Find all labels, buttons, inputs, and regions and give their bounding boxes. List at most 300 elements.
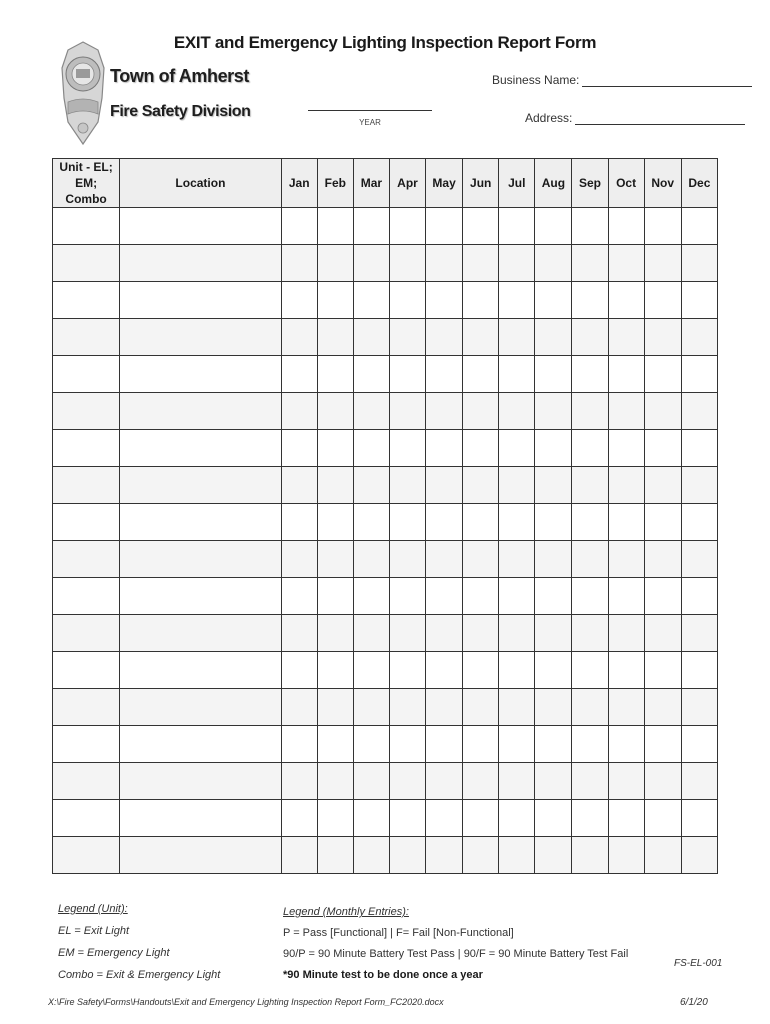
month-cell[interactable] (572, 393, 608, 430)
table-row (53, 837, 718, 874)
month-cell[interactable] (317, 800, 353, 837)
month-cell[interactable] (389, 578, 425, 615)
unit-cell[interactable] (53, 319, 120, 356)
month-cell[interactable] (317, 319, 353, 356)
month-cell[interactable] (499, 208, 535, 245)
location-cell[interactable] (120, 393, 281, 430)
month-cell[interactable] (281, 615, 317, 652)
month-cell[interactable] (572, 356, 608, 393)
month-cell[interactable] (644, 615, 681, 652)
business-name-field (492, 73, 752, 87)
unit-cell[interactable] (53, 837, 120, 874)
table-row (53, 245, 718, 282)
location-cell[interactable] (120, 245, 281, 282)
month-cell[interactable] (644, 393, 681, 430)
location-cell[interactable] (120, 208, 281, 245)
month-cell[interactable] (389, 319, 425, 356)
month-cell[interactable] (681, 652, 717, 689)
month-cell[interactable] (644, 800, 681, 837)
month-cell[interactable] (608, 282, 644, 319)
month-cell[interactable] (608, 837, 644, 874)
month-cell[interactable] (281, 800, 317, 837)
monthly-legend (283, 906, 628, 990)
unit-cell[interactable] (53, 467, 120, 504)
month-cell[interactable] (608, 319, 644, 356)
column-header-month: Apr (389, 159, 425, 208)
month-cell[interactable] (389, 208, 425, 245)
month-cell[interactable] (644, 726, 681, 763)
month-cell[interactable] (389, 430, 425, 467)
month-cell[interactable] (499, 615, 535, 652)
month-cell[interactable] (463, 393, 499, 430)
month-cell[interactable] (572, 763, 608, 800)
month-cell[interactable] (644, 837, 681, 874)
location-cell[interactable] (120, 615, 281, 652)
month-cell[interactable] (426, 245, 463, 282)
month-cell[interactable] (317, 393, 353, 430)
month-cell[interactable] (644, 541, 681, 578)
month-cell[interactable] (426, 541, 463, 578)
column-header-unit (53, 159, 120, 208)
location-cell[interactable] (120, 763, 281, 800)
table-row (53, 652, 718, 689)
column-header-location: Location (120, 159, 281, 208)
month-cell[interactable] (317, 578, 353, 615)
location-cell[interactable] (120, 689, 281, 726)
month-cell[interactable] (389, 467, 425, 504)
month-cell[interactable] (535, 430, 572, 467)
file-path: X:\Fire Safety\Forms\Handouts\Exit and Emergency Lighting Inspection Report Form_FC2020.docx (48, 997, 444, 1007)
table-header-row (53, 159, 718, 208)
month-cell[interactable] (499, 689, 535, 726)
table-row (53, 763, 718, 800)
month-cell[interactable] (644, 430, 681, 467)
column-header-month: Jan (281, 159, 317, 208)
month-cell[interactable] (644, 467, 681, 504)
month-cell[interactable] (353, 467, 389, 504)
month-cell[interactable] (681, 541, 717, 578)
table-row (53, 282, 718, 319)
month-cell[interactable] (572, 467, 608, 504)
table-row (53, 800, 718, 837)
table-row (53, 578, 718, 615)
month-cell[interactable] (572, 652, 608, 689)
month-cell[interactable] (281, 356, 317, 393)
month-cell[interactable] (535, 578, 572, 615)
month-cell[interactable] (608, 356, 644, 393)
month-cell[interactable] (426, 578, 463, 615)
month-cell[interactable] (426, 763, 463, 800)
month-cell[interactable] (644, 652, 681, 689)
month-cell[interactable] (535, 282, 572, 319)
month-cell[interactable] (681, 837, 717, 874)
table-row (53, 319, 718, 356)
table-row (53, 467, 718, 504)
month-cell[interactable] (317, 652, 353, 689)
month-cell[interactable] (426, 689, 463, 726)
month-cell[interactable] (608, 393, 644, 430)
year-input-line[interactable] (308, 110, 432, 111)
month-cell[interactable] (317, 208, 353, 245)
column-header-month: Jun (463, 159, 499, 208)
month-cell[interactable] (317, 430, 353, 467)
month-cell[interactable] (499, 356, 535, 393)
month-cell[interactable] (681, 689, 717, 726)
location-cell[interactable] (120, 282, 281, 319)
unit-header-line1: Unit - EL; (59, 160, 113, 174)
month-cell[interactable] (681, 578, 717, 615)
location-cell[interactable] (120, 652, 281, 689)
month-cell[interactable] (463, 837, 499, 874)
month-cell[interactable] (317, 504, 353, 541)
month-cell[interactable] (389, 282, 425, 319)
location-cell[interactable] (120, 726, 281, 763)
month-cell[interactable] (608, 245, 644, 282)
month-cell[interactable] (353, 430, 389, 467)
month-cell[interactable] (681, 393, 717, 430)
month-cell[interactable] (463, 356, 499, 393)
month-cell[interactable] (281, 837, 317, 874)
month-cell[interactable] (317, 467, 353, 504)
month-cell[interactable] (681, 282, 717, 319)
month-cell[interactable] (281, 393, 317, 430)
month-cell[interactable] (426, 356, 463, 393)
month-cell[interactable] (681, 763, 717, 800)
month-cell[interactable] (499, 837, 535, 874)
month-cell[interactable] (572, 430, 608, 467)
month-cell[interactable] (317, 356, 353, 393)
month-cell[interactable] (535, 208, 572, 245)
unit-cell[interactable] (53, 652, 120, 689)
month-cell[interactable] (499, 726, 535, 763)
month-cell[interactable] (572, 282, 608, 319)
month-cell[interactable] (463, 541, 499, 578)
month-cell[interactable] (281, 467, 317, 504)
month-cell[interactable] (353, 763, 389, 800)
unit-cell[interactable] (53, 615, 120, 652)
month-cell[interactable] (463, 652, 499, 689)
month-cell[interactable] (281, 689, 317, 726)
month-cell[interactable] (281, 541, 317, 578)
unit-cell[interactable] (53, 689, 120, 726)
month-cell[interactable] (353, 578, 389, 615)
month-cell[interactable] (644, 689, 681, 726)
month-cell[interactable] (681, 208, 717, 245)
month-cell[interactable] (426, 430, 463, 467)
month-cell[interactable] (426, 800, 463, 837)
month-cell[interactable] (463, 208, 499, 245)
month-cell[interactable] (535, 837, 572, 874)
month-cell[interactable] (353, 393, 389, 430)
month-cell[interactable] (389, 541, 425, 578)
inspection-table (52, 158, 718, 874)
month-cell[interactable] (499, 578, 535, 615)
location-cell[interactable] (120, 504, 281, 541)
unit-cell[interactable] (53, 245, 120, 282)
month-cell[interactable] (572, 615, 608, 652)
unit-legend-item: EL = Exit Light (58, 925, 130, 937)
month-cell[interactable] (681, 430, 717, 467)
month-cell[interactable] (608, 652, 644, 689)
month-cell[interactable] (535, 467, 572, 504)
month-cell[interactable] (499, 541, 535, 578)
month-cell[interactable] (317, 282, 353, 319)
month-cell[interactable] (281, 319, 317, 356)
month-cell[interactable] (426, 504, 463, 541)
month-cell[interactable] (463, 578, 499, 615)
month-cell[interactable] (426, 319, 463, 356)
unit-cell[interactable] (53, 208, 120, 245)
month-cell[interactable] (353, 208, 389, 245)
table-row (53, 689, 718, 726)
month-cell[interactable] (353, 726, 389, 763)
month-cell[interactable] (389, 726, 425, 763)
month-cell[interactable] (535, 615, 572, 652)
month-cell[interactable] (681, 504, 717, 541)
month-cell[interactable] (572, 208, 608, 245)
month-cell[interactable] (281, 430, 317, 467)
month-cell[interactable] (463, 467, 499, 504)
month-cell[interactable] (426, 393, 463, 430)
month-cell[interactable] (463, 763, 499, 800)
table-row (53, 356, 718, 393)
monthly-legend-line: 90/P = 90 Minute Battery Test Pass | 90/F = 90 Minute Battery Test Fail (283, 948, 629, 960)
month-cell[interactable] (281, 578, 317, 615)
month-cell[interactable] (608, 689, 644, 726)
location-cell[interactable] (120, 467, 281, 504)
month-cell[interactable] (644, 319, 681, 356)
month-cell[interactable] (608, 541, 644, 578)
unit-header-line2: EM; Combo (65, 176, 107, 206)
month-cell[interactable] (572, 726, 608, 763)
month-cell[interactable] (499, 800, 535, 837)
location-cell[interactable] (120, 837, 281, 874)
month-cell[interactable] (535, 726, 572, 763)
month-cell[interactable] (572, 245, 608, 282)
month-cell[interactable] (353, 319, 389, 356)
month-cell[interactable] (317, 541, 353, 578)
month-cell[interactable] (353, 800, 389, 837)
month-cell[interactable] (608, 504, 644, 541)
month-cell[interactable] (353, 245, 389, 282)
month-cell[interactable] (353, 356, 389, 393)
unit-cell[interactable] (53, 430, 120, 467)
unit-cell[interactable] (53, 541, 120, 578)
month-cell[interactable] (389, 245, 425, 282)
month-cell[interactable] (317, 615, 353, 652)
month-cell[interactable] (499, 245, 535, 282)
location-cell[interactable] (120, 578, 281, 615)
month-cell[interactable] (608, 763, 644, 800)
month-cell[interactable] (426, 652, 463, 689)
month-cell[interactable] (463, 689, 499, 726)
month-cell[interactable] (608, 208, 644, 245)
month-cell[interactable] (281, 504, 317, 541)
table-row (53, 208, 718, 245)
business-name-input-line[interactable] (582, 74, 752, 87)
form-number: FS-EL-001 (674, 958, 723, 969)
address-input-line[interactable] (575, 112, 745, 125)
month-cell[interactable] (572, 541, 608, 578)
month-cell[interactable] (608, 467, 644, 504)
month-cell[interactable] (499, 504, 535, 541)
month-cell[interactable] (353, 689, 389, 726)
month-cell[interactable] (353, 504, 389, 541)
month-cell[interactable] (463, 726, 499, 763)
month-cell[interactable] (644, 282, 681, 319)
column-header-month: Aug (535, 159, 572, 208)
unit-cell[interactable] (53, 726, 120, 763)
unit-cell[interactable] (53, 282, 120, 319)
column-header-month: Feb (317, 159, 353, 208)
month-cell[interactable] (608, 578, 644, 615)
month-cell[interactable] (281, 763, 317, 800)
month-cell[interactable] (681, 319, 717, 356)
unit-cell[interactable] (53, 356, 120, 393)
table-row (53, 393, 718, 430)
month-cell[interactable] (572, 800, 608, 837)
month-cell[interactable] (281, 282, 317, 319)
month-cell[interactable] (535, 245, 572, 282)
month-cell[interactable] (644, 578, 681, 615)
month-cell[interactable] (499, 430, 535, 467)
month-cell[interactable] (389, 356, 425, 393)
monthly-legend-line: P = Pass [Functional] | F= Fail [Non-Functional] (283, 927, 514, 939)
month-cell[interactable] (535, 689, 572, 726)
month-cell[interactable] (317, 245, 353, 282)
column-header-month: Sep (572, 159, 608, 208)
month-cell[interactable] (535, 541, 572, 578)
unit-cell[interactable] (53, 504, 120, 541)
month-cell[interactable] (317, 763, 353, 800)
location-cell[interactable] (120, 319, 281, 356)
column-header-month: Jul (499, 159, 535, 208)
month-cell[interactable] (499, 763, 535, 800)
month-cell[interactable] (535, 319, 572, 356)
column-header-month: Mar (353, 159, 389, 208)
month-cell[interactable] (572, 837, 608, 874)
month-cell[interactable] (644, 763, 681, 800)
month-cell[interactable] (281, 208, 317, 245)
month-cell[interactable] (463, 245, 499, 282)
month-cell[interactable] (644, 208, 681, 245)
month-cell[interactable] (389, 504, 425, 541)
month-cell[interactable] (353, 615, 389, 652)
month-cell[interactable] (681, 615, 717, 652)
unit-cell[interactable] (53, 578, 120, 615)
month-cell[interactable] (389, 837, 425, 874)
location-cell[interactable] (120, 356, 281, 393)
month-cell[interactable] (281, 652, 317, 689)
month-cell[interactable] (426, 467, 463, 504)
month-cell[interactable] (353, 282, 389, 319)
month-cell[interactable] (281, 726, 317, 763)
month-cell[interactable] (535, 652, 572, 689)
month-cell[interactable] (353, 541, 389, 578)
month-cell[interactable] (389, 393, 425, 430)
month-cell[interactable] (463, 800, 499, 837)
unit-cell[interactable] (53, 763, 120, 800)
month-cell[interactable] (463, 615, 499, 652)
month-cell[interactable] (463, 504, 499, 541)
month-cell[interactable] (572, 319, 608, 356)
month-cell[interactable] (535, 763, 572, 800)
unit-cell[interactable] (53, 800, 120, 837)
town-name: Town of Amherst (110, 66, 249, 86)
year-label: YEAR (359, 118, 381, 127)
table-row (53, 541, 718, 578)
month-cell[interactable] (389, 689, 425, 726)
month-cell[interactable] (281, 245, 317, 282)
month-cell[interactable] (608, 800, 644, 837)
fire-inspector-badge-icon (58, 40, 108, 148)
month-cell[interactable] (681, 245, 717, 282)
month-cell[interactable] (608, 430, 644, 467)
month-cell[interactable] (426, 615, 463, 652)
table-row (53, 726, 718, 763)
battery-test-note: *90 Minute test to be done once a year (283, 969, 483, 981)
month-cell[interactable] (644, 245, 681, 282)
month-cell[interactable] (353, 652, 389, 689)
month-cell[interactable] (681, 356, 717, 393)
month-cell[interactable] (389, 763, 425, 800)
unit-legend-item: EM = Emergency Light (58, 947, 170, 959)
month-cell[interactable] (317, 837, 353, 874)
month-cell[interactable] (317, 689, 353, 726)
month-cell[interactable] (608, 726, 644, 763)
month-cell[interactable] (572, 578, 608, 615)
month-cell[interactable] (463, 282, 499, 319)
month-cell[interactable] (499, 319, 535, 356)
month-cell[interactable] (426, 837, 463, 874)
month-cell[interactable] (426, 208, 463, 245)
month-cell[interactable] (499, 467, 535, 504)
month-cell[interactable] (426, 726, 463, 763)
month-cell[interactable] (535, 356, 572, 393)
month-cell[interactable] (499, 652, 535, 689)
month-cell[interactable] (463, 319, 499, 356)
unit-cell[interactable] (53, 393, 120, 430)
location-cell[interactable] (120, 541, 281, 578)
location-cell[interactable] (120, 430, 281, 467)
table-row (53, 504, 718, 541)
month-cell[interactable] (535, 504, 572, 541)
month-cell[interactable] (499, 393, 535, 430)
month-cell[interactable] (535, 800, 572, 837)
month-cell[interactable] (681, 726, 717, 763)
table-row (53, 430, 718, 467)
month-cell[interactable] (389, 652, 425, 689)
month-cell[interactable] (389, 800, 425, 837)
month-cell[interactable] (644, 504, 681, 541)
month-cell[interactable] (317, 726, 353, 763)
month-cell[interactable] (463, 430, 499, 467)
month-cell[interactable] (644, 356, 681, 393)
month-cell[interactable] (608, 615, 644, 652)
month-cell[interactable] (353, 837, 389, 874)
month-cell[interactable] (572, 689, 608, 726)
month-cell[interactable] (681, 800, 717, 837)
month-cell[interactable] (426, 282, 463, 319)
address-field (525, 111, 745, 125)
month-cell[interactable] (572, 504, 608, 541)
month-cell[interactable] (389, 615, 425, 652)
month-cell[interactable] (681, 467, 717, 504)
form-title: EXIT and Emergency Lighting Inspection Report Form (173, 33, 597, 52)
location-cell[interactable] (120, 800, 281, 837)
month-cell[interactable] (499, 282, 535, 319)
month-cell[interactable] (535, 393, 572, 430)
